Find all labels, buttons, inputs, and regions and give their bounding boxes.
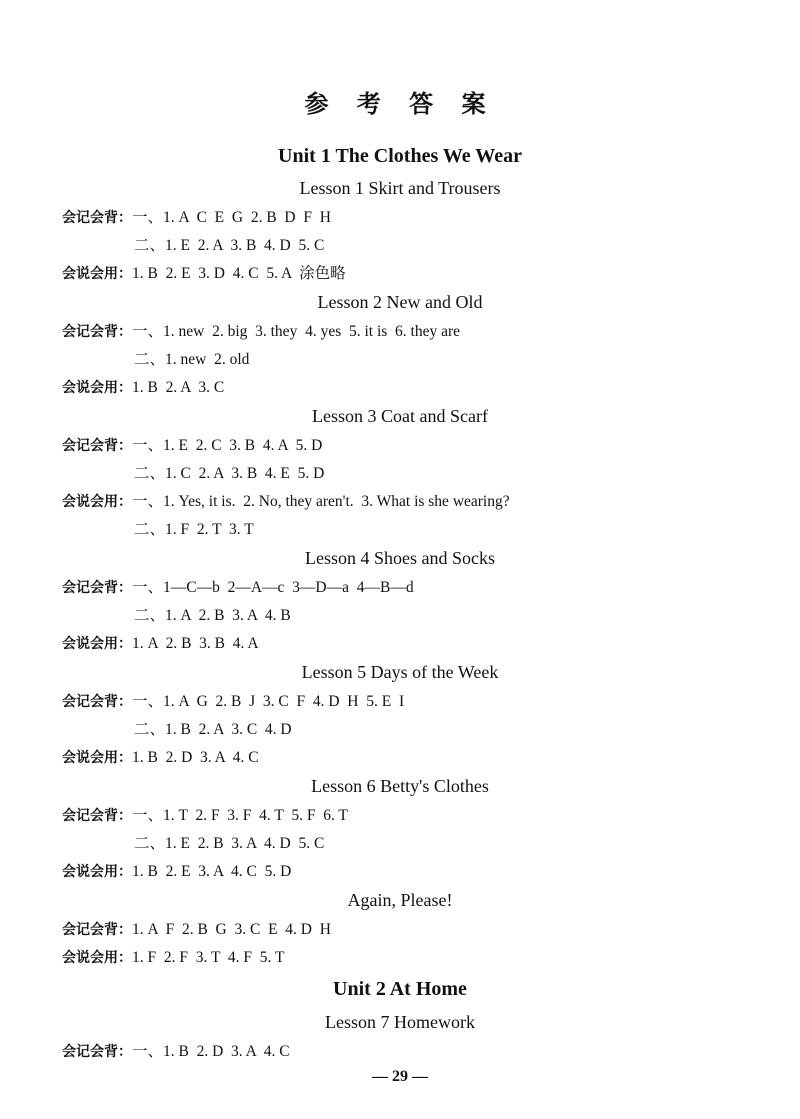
answer-line	[134, 236, 324, 256]
answer-line	[62, 1042, 290, 1062]
answer-text: 二、1. B 2. A 3. C 4. D	[134, 721, 292, 738]
answer-text: 1. B 2. E 3. D 4. C 5. A 涂色略	[132, 265, 346, 282]
lesson-title: Lesson 3 Coat and Scarf	[312, 406, 488, 426]
page-title: 参 考 答 案	[304, 90, 496, 118]
answer-line	[62, 208, 331, 228]
answer-label: 会记会背：	[62, 694, 132, 710]
answer-label: 会记会背：	[62, 808, 132, 824]
unit-title: Unit 1 The Clothes We Wear	[278, 145, 522, 167]
answer-text: 一、1. E 2. C 3. B 4. A 5. D	[132, 437, 323, 454]
answer-line	[62, 692, 404, 712]
answer-text: 一、1. A G 2. B J 3. C F 4. D H 5. E I	[132, 693, 405, 710]
answer-label: 会记会背：	[62, 580, 132, 596]
answer-text: 二、1. F 2. T 3. T	[134, 521, 254, 538]
answer-line	[62, 492, 510, 512]
answer-line	[62, 948, 284, 968]
answer-text: 1. A F 2. B G 3. C E 4. D H	[132, 921, 331, 938]
answer-line	[62, 634, 259, 654]
answer-text: 二、1. new 2. old	[134, 351, 250, 368]
answer-line	[62, 862, 291, 882]
answer-text: 二、1. A 2. B 3. A 4. B	[134, 607, 291, 624]
page-number: — 29 —	[372, 1068, 428, 1085]
answer-text: 一、1. B 2. D 3. A 4. C	[132, 1043, 290, 1060]
answer-line	[62, 920, 331, 940]
answer-text: 一、1—C—b 2—A—c 3—D—a 4—B—d	[132, 579, 414, 596]
answer-text: 1. A 2. B 3. B 4. A	[132, 635, 259, 652]
lesson-title: Lesson 5 Days of the Week	[301, 662, 499, 682]
lesson-title: Lesson 6 Betty's Clothes	[311, 776, 489, 796]
answer-line	[134, 464, 324, 484]
answer-label: 会说会用：	[62, 864, 132, 880]
answer-text: 1. B 2. D 3. A 4. C	[132, 749, 259, 766]
lesson-title: Again, Please!	[347, 890, 453, 910]
answer-label: 会记会背：	[62, 1044, 132, 1060]
answer-line	[62, 436, 322, 456]
answer-line	[134, 606, 291, 626]
answer-text: 1. F 2. F 3. T 4. F 5. T	[132, 949, 285, 966]
answer-line	[62, 806, 348, 826]
answer-line	[134, 350, 249, 370]
answer-text: 二、1. E 2. B 3. A 4. D 5. C	[134, 835, 325, 852]
answer-text: 一、1. Yes, it is. 2. No, they aren't. 3. What is she wearing?	[132, 493, 510, 510]
lesson-title: Lesson 2 New and Old	[317, 292, 483, 312]
answer-line	[62, 322, 460, 342]
answer-line	[134, 834, 324, 854]
answer-text: 二、1. C 2. A 3. B 4. E 5. D	[134, 465, 325, 482]
answer-line	[62, 578, 414, 598]
answer-label: 会记会背：	[62, 324, 132, 340]
answer-line	[62, 264, 346, 284]
lesson-title: Lesson 1 Skirt and Trousers	[299, 178, 501, 198]
answer-line	[62, 378, 224, 398]
answer-label: 会说会用：	[62, 380, 132, 396]
answer-text: 一、1. A C E G 2. B D F H	[132, 209, 331, 226]
answer-text: 二、1. E 2. A 3. B 4. D 5. C	[134, 237, 325, 254]
answer-label: 会说会用：	[62, 266, 132, 282]
answer-line	[134, 720, 292, 740]
answer-text: 1. B 2. E 3. A 4. C 5. D	[132, 863, 292, 880]
answer-label: 会说会用：	[62, 494, 132, 510]
answer-line	[62, 748, 259, 768]
answer-label: 会说会用：	[62, 750, 132, 766]
answer-label: 会记会背：	[62, 438, 132, 454]
answer-line	[134, 520, 254, 540]
answer-label: 会记会背：	[62, 210, 132, 226]
lesson-title: Lesson 4 Shoes and Socks	[305, 548, 495, 568]
lesson-title: Lesson 7 Homework	[325, 1012, 475, 1032]
answer-text: 1. B 2. A 3. C	[132, 379, 225, 396]
answer-label: 会记会背：	[62, 922, 132, 938]
unit-title: Unit 2 At Home	[333, 978, 467, 1000]
answer-text: 一、1. T 2. F 3. F 4. T 5. F 6. T	[132, 807, 348, 824]
answer-label: 会说会用：	[62, 636, 132, 652]
answer-text: 一、1. new 2. big 3. they 4. yes 5. it is 6. they are	[132, 323, 461, 340]
answer-label: 会说会用：	[62, 950, 132, 966]
